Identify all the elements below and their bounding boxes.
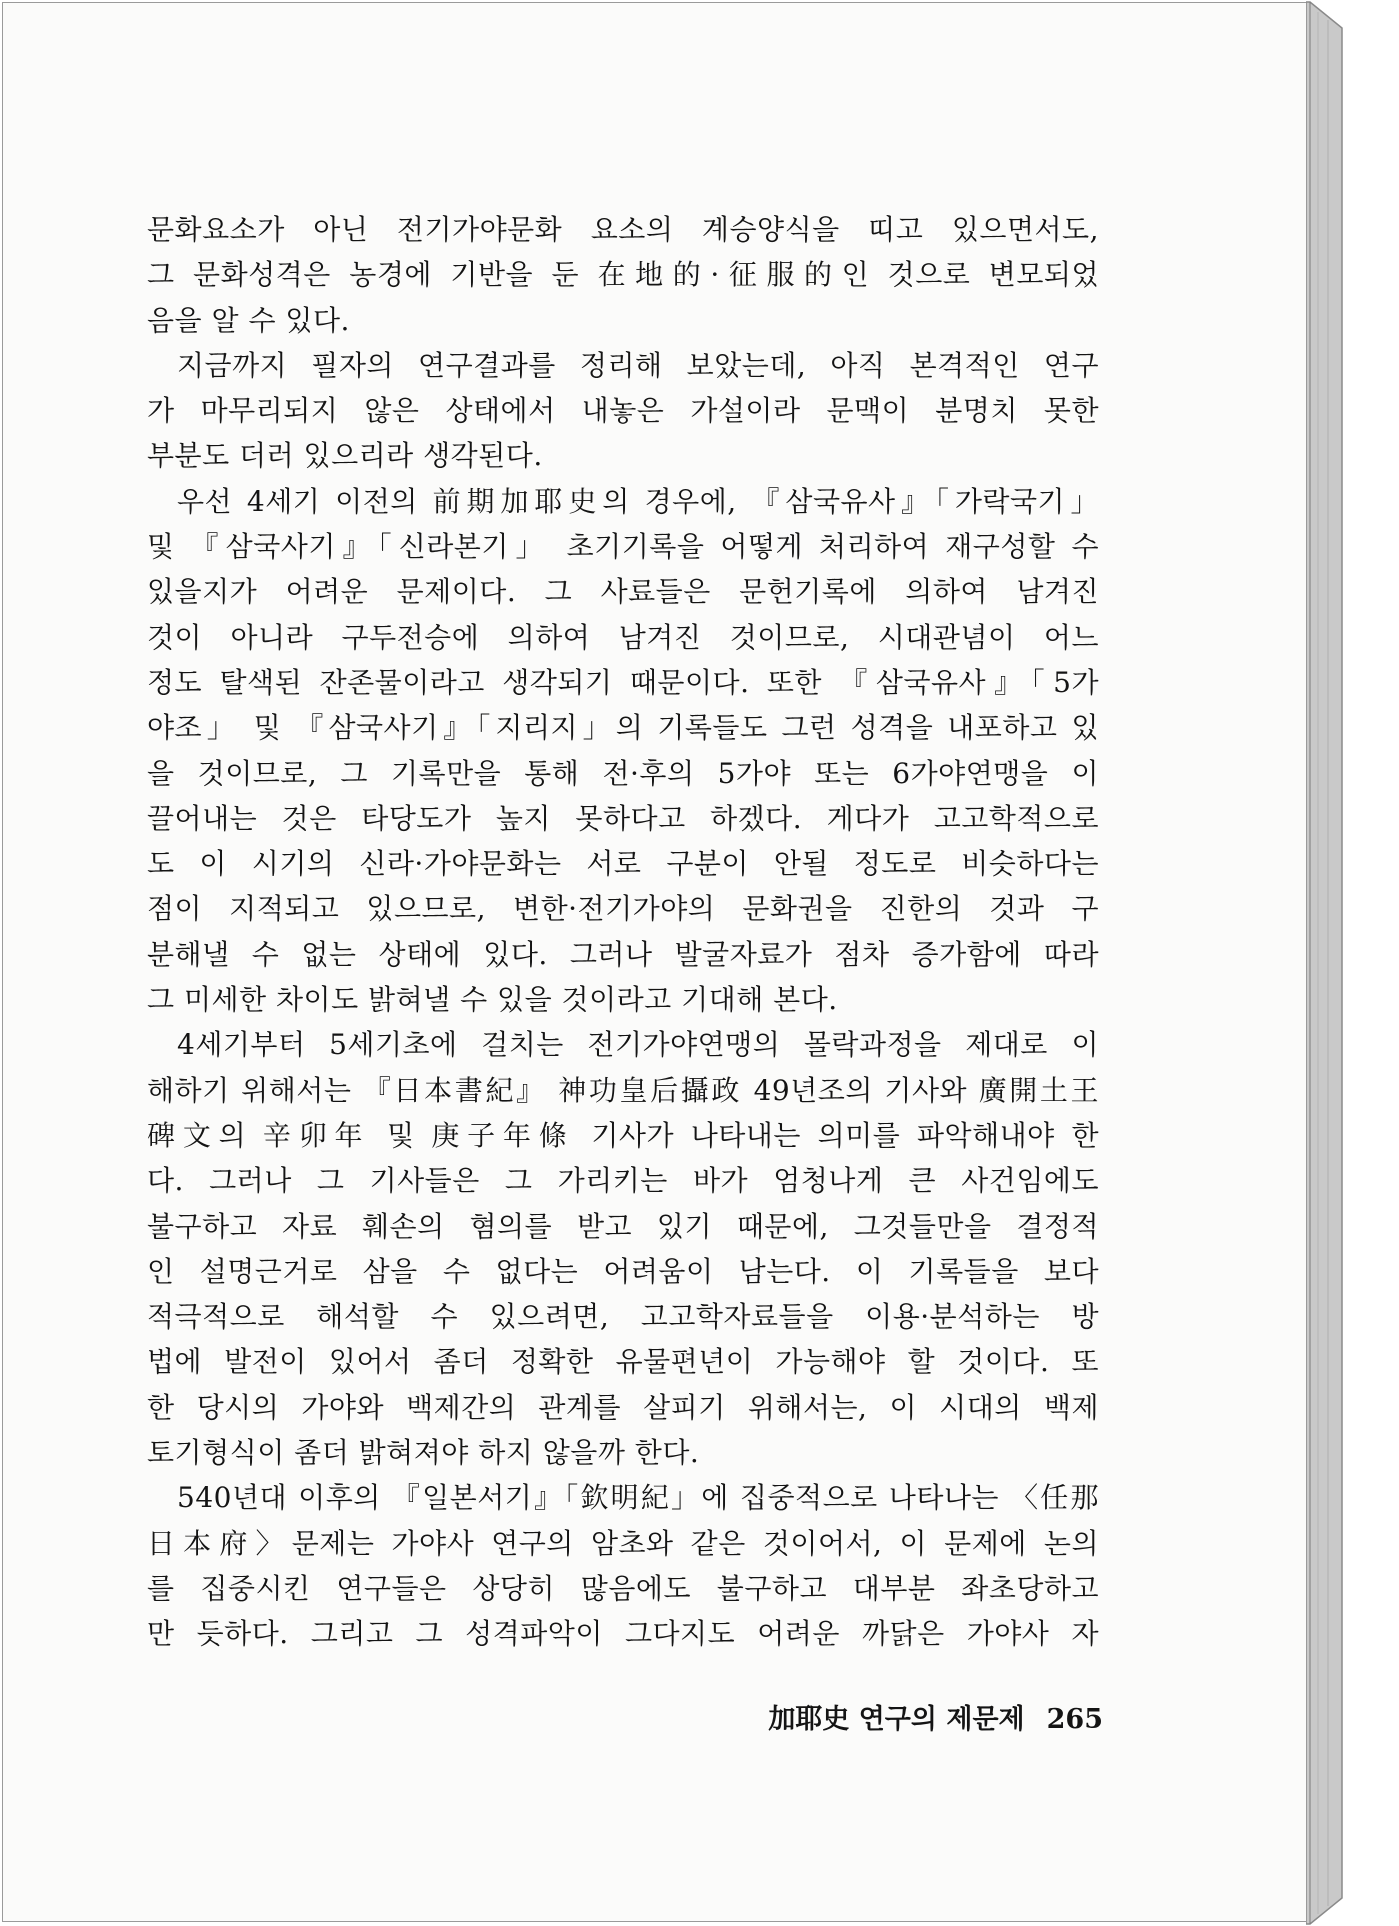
text-line: 를 집중시킨 연구들은 상당히 많음에도 불구하고 대부분 좌초당하고	[147, 1571, 1099, 1605]
running-footer	[743, 1697, 1103, 1736]
text-line: 부분도 더러 있으리라 생각된다.	[147, 439, 543, 473]
text-line: 점이 지적되고 있으므로, 변한·전기가야의 문화권을 진한의 것과 구	[147, 892, 1099, 926]
text-line: 법에 발전이 있어서 좀더 정확한 유물편년이 가능해야 할 것이다. 또	[147, 1345, 1099, 1379]
text-line: 불구하고 자료 훼손의 혐의를 받고 있기 때문에, 그것들만을 결정적	[147, 1209, 1099, 1243]
text-line: 분해낼 수 없는 상태에 있다. 그러나 발굴자료가 점차 증가함에 따라	[147, 937, 1099, 971]
paragraph	[147, 207, 1099, 343]
running-head: 加耶史 연구의 제문제	[768, 1704, 1025, 1735]
text-line: 있을지가 어려운 문제이다. 그 사료들은 문헌기록에 의하여 남겨진	[147, 575, 1099, 609]
text-line: 을 것이므로, 그 기록만을 통해 전·후의 5가야 또는 6가야연맹을 이	[147, 756, 1099, 790]
paragraph	[147, 1022, 1099, 1475]
text-line: 다. 그러나 그 기사들은 그 가리키는 바가 엄청나게 큰 사건임에도	[147, 1164, 1099, 1198]
paragraph	[147, 343, 1099, 479]
book-page	[2, 2, 1308, 1922]
text-line: 그 미세한 차이도 밝혀낼 수 있을 것이라고 기대해 본다.	[147, 983, 838, 1017]
text-line: 그 문화성격은 농경에 기반을 둔 在地的·征服的인 것으로 변모되었	[147, 258, 1099, 292]
text-line: 540년대 이후의 『일본서기』「欽明紀」에 집중적으로 나타나는 〈任那	[177, 1481, 1099, 1515]
text-line: 우선 4세기 이전의 前期加耶史의 경우에, 『삼국유사』「가락국기」	[177, 484, 1099, 518]
text-line: 적극적으로 해석할 수 있으려면, 고고학자료들을 이용·분석하는 방	[147, 1300, 1099, 1334]
text-line: 가 마무리되지 않은 상태에서 내놓은 가설이라 문맥이 분명치 못한	[147, 394, 1099, 428]
text-line: 토기형식이 좀더 밝혀져야 하지 않을까 한다.	[147, 1436, 700, 1470]
text-line: 한 당시의 가야와 백제간의 관계를 살피기 위해서는, 이 시대의 백제	[147, 1390, 1099, 1424]
text-line: 음을 알 수 있다.	[147, 303, 350, 337]
text-line: 日本府〉문제는 가야사 연구의 암초와 같은 것이어서, 이 문제에 논의	[147, 1526, 1099, 1560]
text-line: 끌어내는 것은 타당도가 높지 못하다고 하겠다. 게다가 고고학적으로	[147, 801, 1099, 835]
page-number: 265	[1046, 1704, 1103, 1735]
text-line: 해하기 위해서는 『日本書紀』 神功皇后攝政 49년조의 기사와 廣開土王	[147, 1073, 1099, 1107]
text-line: 4세기부터 5세기초에 걸치는 전기가야연맹의 몰락과정을 제대로 이	[177, 1028, 1099, 1062]
body-text	[147, 207, 1099, 1657]
paragraph	[147, 1475, 1099, 1656]
text-line: 야조」 및 『삼국사기』「지리지」의 기록들도 그런 성격을 내포하고 있	[147, 711, 1099, 745]
text-line: 및 『삼국사기』「신라본기」 초기기록을 어떻게 처리하여 재구성할 수	[147, 530, 1099, 564]
page-edge	[1306, 0, 1346, 1926]
text-line: 만 듯하다. 그리고 그 성격파악이 그다지도 어려운 까닭은 가야사 자	[147, 1617, 1099, 1651]
text-line: 것이 아니라 구두전승에 의하여 남겨진 것이므로, 시대관념이 어느	[147, 620, 1099, 654]
text-line: 정도 탈색된 잔존물이라고 생각되기 때문이다. 또한 『삼국유사』「5가	[147, 665, 1099, 699]
text-line: 도 이 시기의 신라·가야문화는 서로 구분이 안될 정도로 비슷하다는	[147, 847, 1099, 881]
text-line: 지금까지 필자의 연구결과를 정리해 보았는데, 아직 본격적인 연구	[177, 348, 1099, 382]
text-line: 碑文의 辛卯年 및 庚子年條 기사가 나타내는 의미를 파악해내야 한	[147, 1118, 1099, 1152]
text-line: 문화요소가 아닌 전기가야문화 요소의 계승양식을 띠고 있으면서도,	[147, 213, 1099, 246]
paragraph	[147, 479, 1099, 1023]
text-line: 인 설명근거로 삼을 수 없다는 어려움이 남는다. 이 기록들을 보다	[147, 1254, 1099, 1288]
